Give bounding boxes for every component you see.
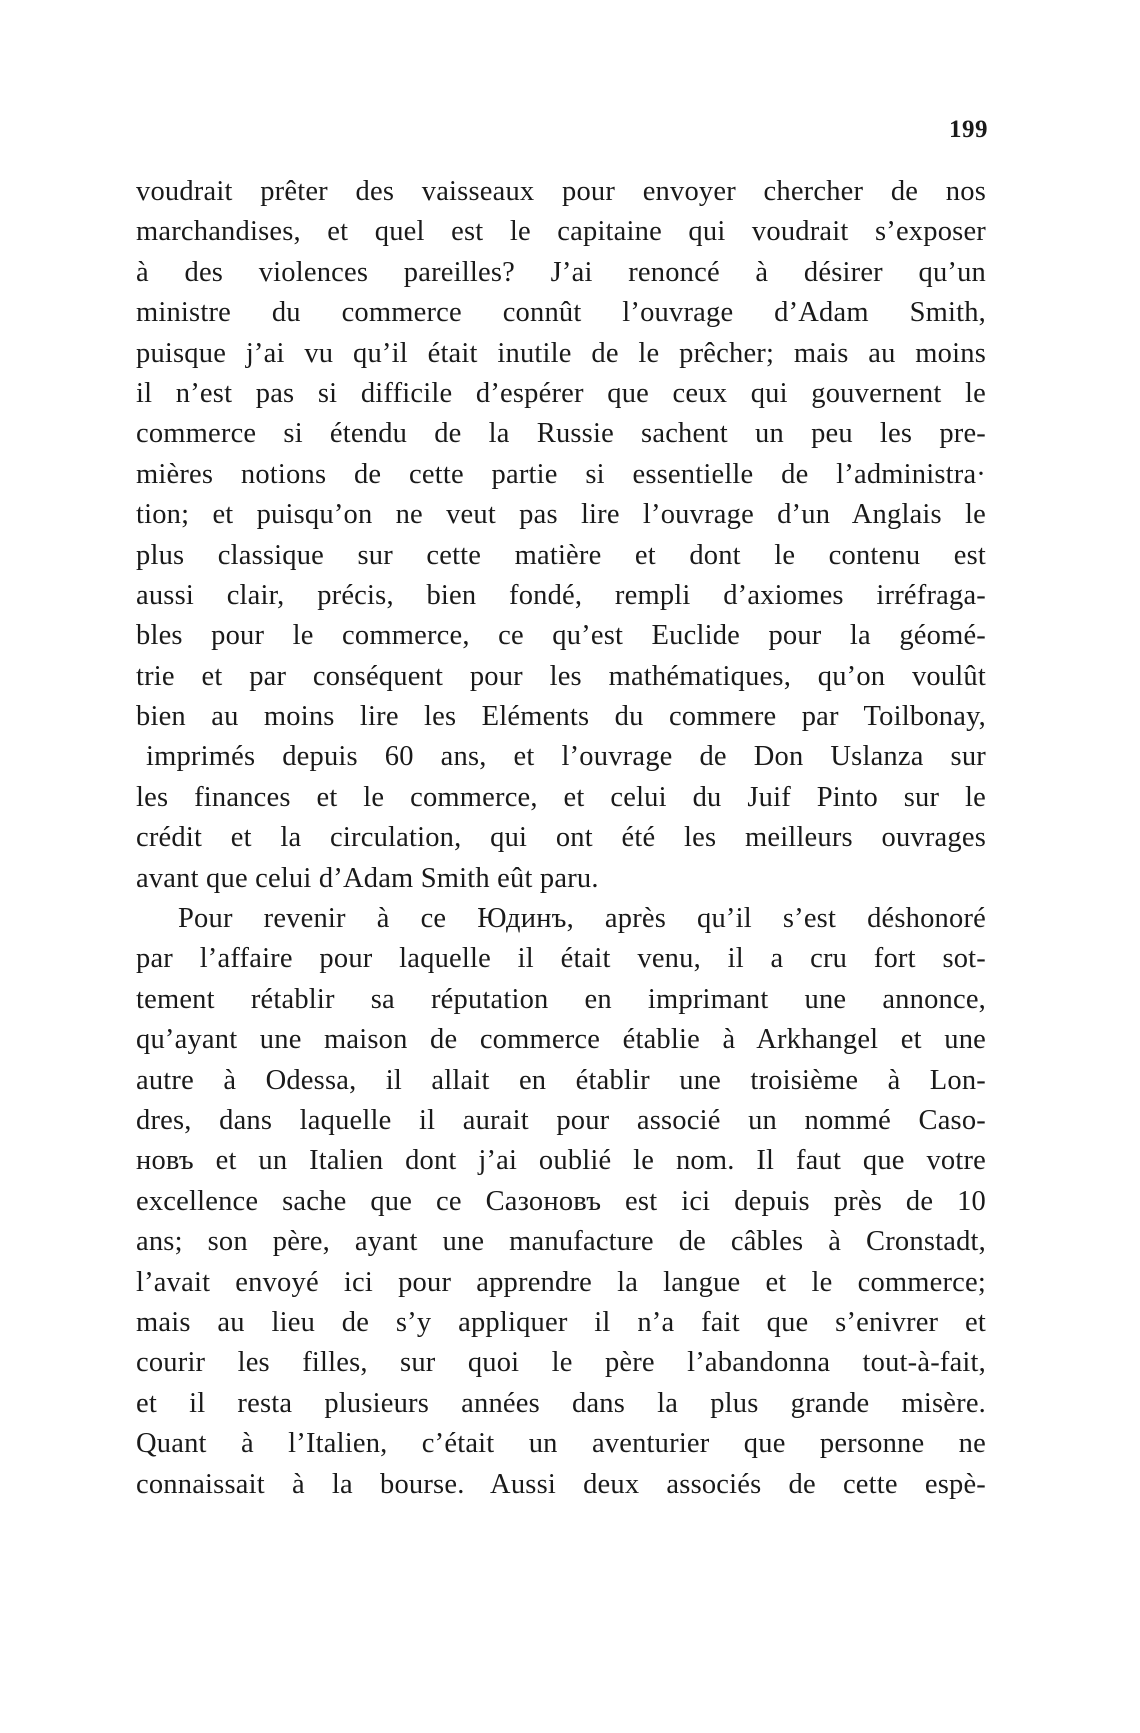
text-line: les finances et le commerce, et celui du Juif Pinto sur le [136, 781, 986, 813]
text-line: l’avait envoyé ici pour apprendre la langue et le commerce; [136, 1266, 986, 1298]
text-line: mais au lieu de s’y appliquer il n’a fait que s’enivrer et [136, 1306, 986, 1338]
text-line: trie et par conséquent pour les mathématiques, qu’on voulût [136, 660, 986, 692]
text-line: dres, dans laquelle il aurait pour associé un nommé Casо- [136, 1104, 986, 1136]
text-line: aussi clair, précis, bien fondé, rempli d’axiomes irréfraga- [136, 579, 986, 611]
text-line: bles pour le commerce, ce qu’est Euclide pour la géomé- [136, 620, 986, 652]
text-line: tement rétablir sa réputation en imprimant une annonce, [136, 983, 986, 1015]
text-line: ministre du commerce connût l’ouvrage d’Adam Smith, [136, 297, 986, 329]
text-line: tion; et puisqu’on ne veut pas lire l’ouvrage d’un Anglais le [136, 499, 986, 531]
text-line: par l’affaire pour laquelle il était venu, il a cru fort sot- [136, 943, 986, 975]
paragraph-2 [136, 899, 986, 1505]
body-text [136, 172, 986, 1505]
text-line: новъ et un Italien dont j’ai oublié le nom. Il faut que votre [136, 1145, 986, 1177]
text-line: bien au moins lire les Eléments du commere par Toilbonay, [136, 701, 986, 733]
text-line: qu’ayant une maison de commerce établie à Arkhangel et une [136, 1024, 986, 1056]
text-line: ans; son père, ayant une manufacture de câbles à Cronstadt, [136, 1226, 986, 1258]
text-line: plus classique sur cette matière et dont le contenu est [136, 539, 986, 571]
text-line: Pour revenir à ce Юдинъ, après qu’il s’est déshonoré [178, 903, 986, 935]
text-line: excellence sache que ce Сазоновъ est ici depuis près de 10 [136, 1185, 986, 1217]
text-line: Quant à l’Italien, c’était un aventurier que personne ne [136, 1428, 986, 1460]
text-line: puisque j’ai vu qu’il était inutile de le prêcher; mais au moins [136, 337, 986, 369]
text-line: marchandises, et quel est le capitaine qui voudrait s’exposer [136, 216, 986, 248]
text-line: connaissait à la bourse. Aussi deux associés de cette espè- [136, 1468, 986, 1500]
text-line: courir les filles, sur quoi le père l’abandonna tout-à-fait, [136, 1347, 986, 1379]
text-line: autre à Odessa, il allait en établir une troisième à Lon- [136, 1064, 986, 1096]
text-line: crédit et la circulation, qui ont été les meilleurs ouvrages [136, 822, 986, 854]
text-line: imprimés depuis 60 ans, et l’ouvrage de Don Uslanza sur [146, 741, 986, 773]
text-line: mières notions de cette partie si essentielle de l’administra· [136, 458, 986, 490]
text-line: avant que celui d’Adam Smith eût paru. [136, 862, 599, 894]
paragraph-1 [136, 172, 986, 899]
text-line: à des violences pareilles? J’ai renoncé à désirer qu’un [136, 256, 986, 288]
text-line: il n’est pas si difficile d’espérer que ceux qui gouvernent le [136, 377, 986, 409]
text-line: voudrait prêter des vaisseaux pour envoyer chercher de nos [136, 176, 986, 207]
page-number: 199 [949, 116, 988, 143]
text-line: et il resta plusieurs années dans la plus grande misère. [136, 1387, 986, 1419]
text-line: commerce si étendu de la Russie sachent un peu les pre- [136, 418, 986, 450]
